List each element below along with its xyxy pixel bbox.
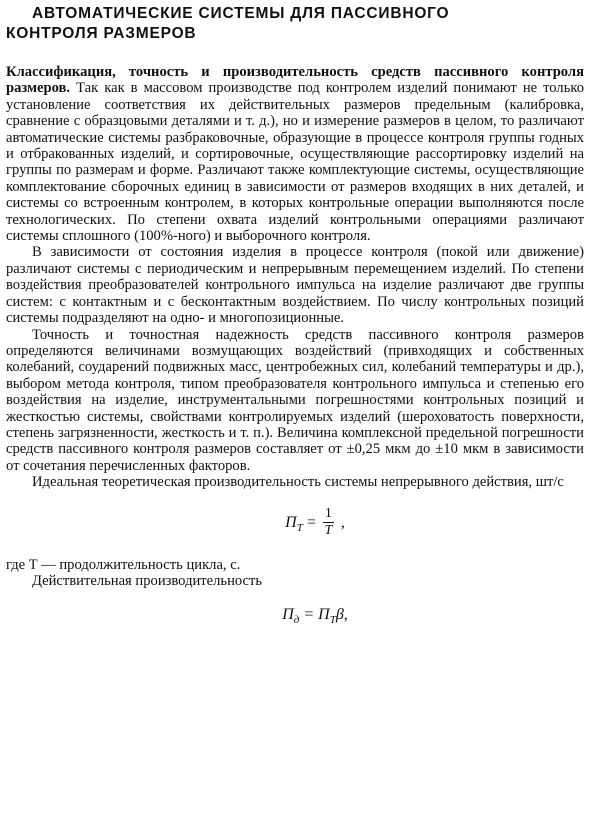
formula1-fraction [323,506,334,539]
formula2-tail: β, [335,606,348,624]
formula1-lhs-sub: Т [296,521,303,534]
formula1-lhs: П [285,513,297,531]
paragraph-accuracy: Точность и точностная надежность средств пассивного контроля размеров определяются величинами возмущающих воздействий (привходящих и собственных колебаний, соударений подвижных масс, центробежных сил, колебаний температуры и др.), выбором метода контроля, типом преобразователя контрольного импульса и степенью его воздействия на изделие, инструментальными погрешностями контрольных позиций и жесткостью системы, свойствами контролируемых изделий (шероховатость поверхности, степень загрязненности, жесткость и т. п.). Величина комплексной предельной погрешности средств пассивного контроля размеров составляет от ±0,25 мкм до ±10 мкм в зависимости от сочетания перечисленных факторов. [6,326,584,474]
paragraph-classification [6,64,584,244]
heading-line-1: АВТОМАТИЧЕСКИЕ СИСТЕМЫ ДЛЯ ПАССИВНОГО [32,5,450,22]
formula2-lhs: П [282,606,294,624]
heading-line-2: КОНТРОЛЯ РАЗМЕРОВ [6,25,197,42]
paragraph-actual-productivity: Действительная производительность [32,572,263,589]
document-page [6,4,584,625]
paragraph-classification-text: Так как в массовом производстве под контролем изделий понимают не только установление соответствия их действительных размеров предельным (калибровка, сравнение с образцовыми деталями и т. д.), но и измерение размеров в целом, то различают автоматические системы разбраковочные, образующие в процессе контроля группы годных и отбракованных изделий, и сортировочные, осуществляющие рассортировку изделий на группы по размерам и форме. Различают также комплектующие системы, осуществляющие комплектование сборочных единиц в зависимости от размеров входящих в них деталей, и системы со встроенным контролем, в которых контрольные операции выполняются после технологических. По степени охвата изделий контрольными операциями различают системы сплошного (100%-ного) и выборочного контроля. [6,80,584,245]
runin-title: Классификация, точность и производительность средств пассивного контроля размеров. [6,64,584,97]
paragraph-productivity: Идеальная теоретическая производительность системы непрерывного действия, шт/с [32,474,564,491]
section-heading [6,4,584,44]
formula1-trail: , [336,513,345,531]
formula1-eq: = [302,513,320,531]
formula1-numerator: 1 [324,506,332,522]
formula-theoretical-productivity [6,503,584,543]
where-line: где T — продолжительность цикла, с. [6,556,241,573]
formula2-rhs: = П [299,606,330,624]
formula2-lhs-sub: д [293,614,300,627]
formula-actual-productivity [6,605,584,625]
paragraph-motion: В зависимости от состояния изделия в процессе контроля (покой или движение) различают системы с периодическим и непрерывным перемещением изделий. По степени воздействия преобразователей контрольного импульса на изделие различают две группы систем: с контактным и с бесконтактным воздействием. По числу контрольных позиций системы подразделяют на одно- и многопозиционные. [6,244,584,327]
formula1-denominator: T [324,523,333,539]
formula2-rhs-sub: Т [329,614,336,627]
